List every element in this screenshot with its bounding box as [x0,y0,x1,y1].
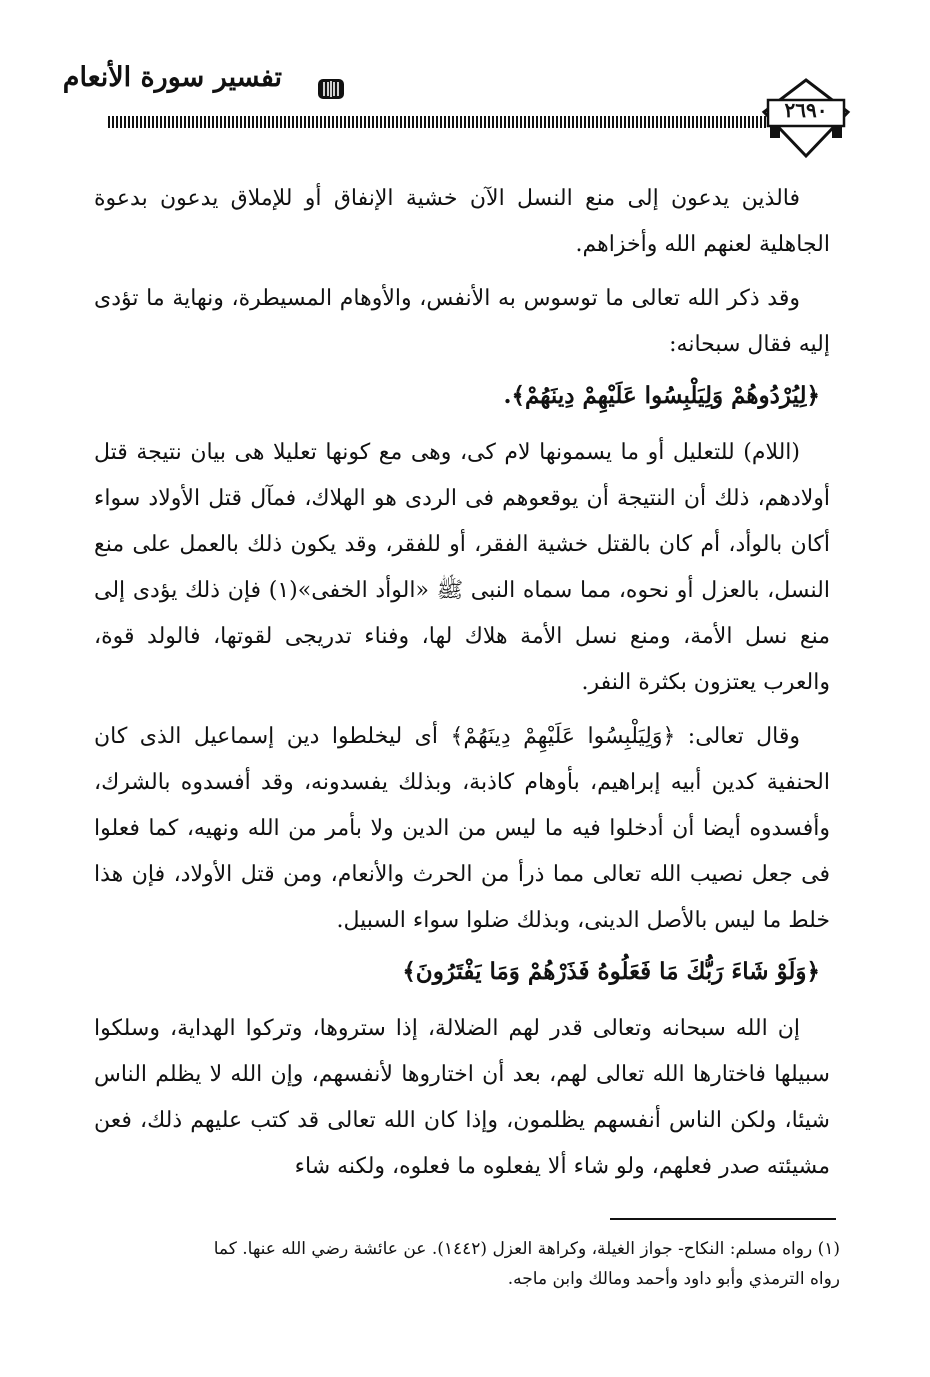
header-ornament-icon [316,76,346,102]
footnotes [94,1234,840,1294]
page-header [0,0,930,165]
quran-verse-1: ﴿لِيُرْدُوهُمْ وَلِيَلْبِسُوا عَلَيْهِمْ دِينَهُمْ﴾. [503,382,820,409]
header-rule [108,116,768,128]
paragraph-4: وقال تعالى: ﴿وَلِيَلْبِسُوا عَلَيْهِمْ دِينَهُمْ﴾ أى ليخلطوا دين إسماعيل الذى كان الحنفية كدين أبيه إبراهيم، بأوهام كاذبة، وبذلك يفسدونه، وقد أفسدوه بالشرك، وأفسدوه أيضا أن أدخلوا فيه ما ليس من الدين ولا بأمر من الله ونهيه، كما فعلوا فى جعل نصيب الله تعالى مما ذرأ من الحرث والأنعام، ومن قتل الأولاد، فإن هذا خلط ما ليس بالأصل الدينى، وبذلك ضلوا سواء السبيل. [94,724,830,933]
paragraph-1: فالذين يدعون إلى منع النسل الآن خشية الإنفاق أو للإملاق يدعون بدعوة الجاهلية لعنهم الله وأخزاهم. [94,186,830,257]
paragraph-5: إن الله سبحانه وتعالى قدر لهم الضلالة، إذا ستروها، وتركوا الهداية، وسلكوا سبيلها فاختارها الله تعالى لهم، بعد أن اختاروها لأنفسهم، وإن الله لا يظلم الناس شيئا، ولكن الناس أنفسهم يظلمون، وإذا كان الله تعالى قد كتب عليهم ذلك، فعن مشيئته صدر فعلهم، ولو شاء ألا يفعلوه ما فعلوه، ولكنه شاء [94,1016,830,1179]
quran-verse-2: ﴿وَلَوْ شَاءَ رَبُّكَ مَا فَعَلُوهُ فَذَرْهُمْ وَمَا يَفْتَرُونَ﴾ [402,958,820,985]
running-title: تفسير سورة الأنعام [62,62,282,93]
footnote-1-line-2: رواه الترمذي وأبو داود وأحمد ومالك وابن ماجه. [507,1269,840,1289]
page-body [94,176,830,1190]
paragraph-2: وقد ذكر الله تعالى ما توسوس به الأنفس، والأوهام المسيطرة، ونهاية ما تؤدى إليه فقال سبحانه: [94,286,830,357]
paragraph-3: (اللام) للتعليل أو ما يسمونها لام كى، وهى مع كونها تعليلا هى بيان نتيجة قتل أولادهم، ذلك أن النتيجة أن يوقعوهم فى الردى هو الهلاك، فمآل قتل الأولاد سواء أكان بالوأد، أم كان بالقتل خشية الفقر، أو للفقر، وقد يكون ذلك بالعمل على منع النسل، بالعزل أو نحوه، مما سماه النبى ﷺ «الوأد الخفى»(١) فإن ذلك يؤدى إلى منع نسل الأمة، ومنع نسل الأمة هلاك لها، وفناء تدريجى لقوتها، فالولد قوة، والعرب يعتزون بكثرة النفر. [94,440,830,695]
footnote-1-line-1: (١) رواه مسلم: النكاح- جواز الغيلة، وكراهة العزل (١٤٤٢). عن عائشة رضي الله عنها. كما [213,1239,840,1259]
footnote-divider [610,1218,836,1220]
page-number: ٢٦٩٠ [784,98,828,122]
